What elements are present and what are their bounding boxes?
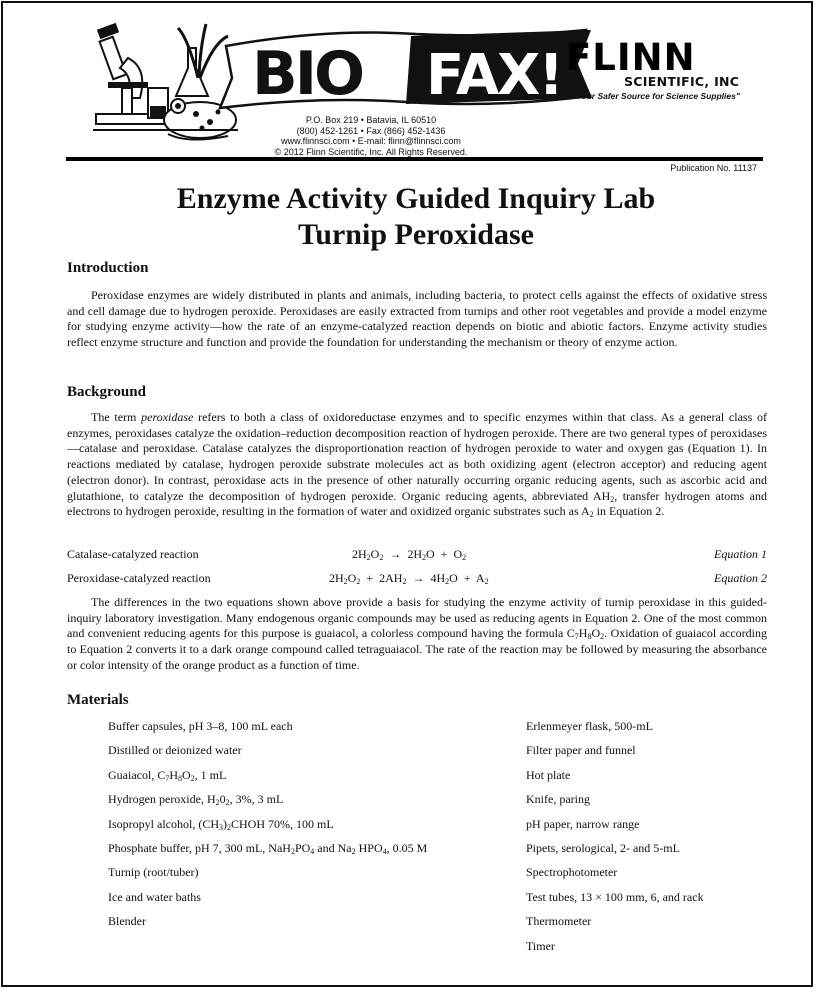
- background-heading: Background: [67, 384, 146, 400]
- address-line: © 2012 Flinn Scientific, Inc. All Rights Reserved.: [274, 146, 468, 157]
- background-text: refers to both a class of oxidoreductase enzymes and to specific enzymes within that class. As a general class of enzymes, peroxidases catalyze the oxidation–reduction decomposition reaction of hydrogen peroxide. There are two general types of peroxidases—catalase and peroxidase. Catalase catalyzes the disproportionation reaction of hydrogen peroxide to water and oxygen gas (Equation 1). In reactions mediated by catalase, hydrogen peroxide substrate molecules act as both oxidizing agent (electron acceptor) and reducing agent (electron donor). In contrast, peroxidase acts in the presence of other naturally occurring organic reducing agents, such as ascorbic acid and glutathione, to catalyze the decomposition of hydrogen peroxide. Organic reducing agents, abbreviated AH: [67, 410, 767, 503]
- equation-1-label: Catalase-catalyzed reaction: [67, 547, 199, 561]
- material-item: Thermometer: [526, 914, 592, 929]
- material-item: Erlenmeyer flask, 500-mL: [526, 719, 653, 733]
- materials-heading: Materials: [67, 692, 129, 708]
- equation-2: $2H_2O_2 + 2AH_2 \to 4H_2O + A_2$: [329, 571, 489, 586]
- address-line: (800) 452-1261 • Fax (866) 452-1436: [296, 125, 446, 136]
- equation-2-number: Equation 2: [714, 571, 767, 585]
- term-peroxidase: peroxidase: [141, 410, 194, 424]
- flinn-logo: [564, 36, 764, 101]
- biofax-banner: [206, 24, 596, 110]
- equation-2-label: Peroxidase-catalyzed reaction: [67, 571, 211, 585]
- introduction-heading: Introduction: [67, 260, 149, 276]
- material-item: Filter paper and funnel: [526, 743, 636, 758]
- material-item: Guaiacol, $C_7H_8O_2$, 1 mL: [108, 767, 227, 783]
- material-item: Pipets, serological, 2- and 5-mL: [526, 840, 680, 855]
- contact-address: [256, 115, 486, 157]
- background-text: , transfer hydrogen atoms and electrons to hydrogen peroxide, resulting in the formation of water and oxidized organic substrates such as A: [67, 488, 767, 519]
- page-subtitle: Turnip Peroxidase: [298, 218, 534, 251]
- banner-fax-text: FAX!: [426, 43, 562, 108]
- header: [66, 12, 762, 160]
- header-divider: [66, 157, 763, 161]
- background-text: in Equation 2.: [593, 504, 665, 519]
- background-paragraph-1: The term peroxidase refers to both a class of oxidoreductase enzymes and to specific enzymes within that class. As a general class of enzymes, peroxidases catalyze the oxidation–reduction decomposition reaction of hydrogen peroxide. There are two general types of peroxidases—catalase and peroxidase. Catalase catalyzes the disproportionation reaction of hydrogen peroxide to water and oxygen gas (Equation 1). In reactions mediated by catalase, hydrogen peroxide substrate molecules act as both oxidizing agent (electron acceptor) and reducing agent (electron donor). In contrast, peroxidase acts in the presence of other naturally occurring organic reducing agents, such as ascorbic acid and glutathione, to catalyze the decomposition of hydrogen peroxide. Organic reducing agents, abbreviated $AH_2$, transfer hydrogen atoms and electrons to hydrogen peroxide, resulting in the formation of water and oxidized organic substrates such as $A_2$ in Equation 2.: [67, 410, 767, 520]
- company-subtitle: SCIENTIFIC, INC: [624, 74, 740, 89]
- material-item: Knife, paring: [526, 792, 590, 807]
- material-item: Blender: [108, 914, 146, 929]
- material-item: Ice and water baths: [108, 889, 201, 904]
- materials-list-right: [526, 718, 704, 962]
- publication-number: Publication No. 11137: [670, 163, 757, 173]
- introduction-text: Peroxidase enzymes are widely distributed in plants and animals, including bacteria, to protect cells against the effects of oxidative stress and cell damage due to hydrogen peroxide. Peroxidases are easily extracted from turnips and other root vegetables and provide a model enzyme for studying enzyme activity—how the rate of an enzyme-catalyzed reaction depends on biotic and abiotic factors. Enzyme activity studies reflect enzyme structure and function and provide the foundation for understanding the mechanism or theory of enzyme action.: [67, 288, 767, 350]
- material-item: pH paper, narrow range: [526, 816, 640, 831]
- equation-1: $2H_2O_2 \to 2H_2O + O_2$: [352, 547, 467, 562]
- material-item: Isopropyl alcohol, $(CH_3)_2CHOH$ 70%, 100 mL: [108, 816, 334, 832]
- page-title: Enzyme Activity Guided Inquiry Lab: [176, 182, 656, 215]
- material-item: Buffer capsules, pH 3–8, 100 mL each: [108, 719, 293, 733]
- material-item: Timer: [526, 938, 555, 953]
- background-paragraph-2: The differences in the two equations shown above provide a basis for studying the enzyme activity of turnip peroxidase in this guided-inquiry laboratory investigation. Many endogenous organic compounds may be used as reducing agents in Equation 2. One of the most common and convenient reducing agents for this purpose is guaiacol, a colorless compound having the formula $C_7H_8O_2$. Oxidation of guaiacol according to Equation 2 converts it to a dark orange compound called tetraguaiacol. The rate of the reaction may be followed by measuring the absorbance or color intensity of the orange product as a function of time.: [67, 595, 767, 672]
- equation-1-row: [67, 547, 767, 563]
- equation-1-number: Equation 1: [714, 547, 767, 561]
- material-item: Turnip (root/tuber): [108, 865, 199, 880]
- material-item: Hot plate: [526, 767, 571, 782]
- company-name: FLINN: [566, 36, 696, 79]
- material-item: Distilled or deionized water: [108, 743, 242, 758]
- address-line: P.O. Box 219 • Batavia, IL 60510: [305, 115, 437, 125]
- address-line: www.flinnsci.com • E-mail: flinn@flinnsci.com: [281, 136, 461, 147]
- background-text: The differences in the two equations shown above provide a basis for studying the enzyme activity of turnip peroxidase in this guided-inquiry laboratory investigation. Many endogenous organic compounds may be used as reducing agents in Equation 2. One of the most common and convenient reducing agents for this purpose is guaiacol, a colorless compound having the formula C: [67, 595, 767, 641]
- material-item: Test tubes, 13 × 100 mm, 6, and rack: [526, 889, 704, 904]
- material-item: Spectrophotometer: [526, 865, 618, 880]
- material-item: Hydrogen peroxide, $H_20_2$, 3%, 3 mL: [108, 792, 284, 808]
- material-item: Phosphate buffer, pH 7, 300 mL, $NaH_2PO_4$ and $Na_2$ $HPO_4$, 0.05 M: [108, 840, 428, 856]
- company-tagline: "Your Safer Source for Science Supplies": [572, 91, 740, 101]
- background-text: The term: [91, 410, 142, 424]
- background-text: . Oxidation of guaiacol according to Equation 2 converts it to a dark orange compound called tetraguaiacol. The rate of the reaction may be followed by measuring the absorbance or color intensity of the orange product as a function of time.: [67, 626, 767, 672]
- banner-bio-text: BIO: [252, 39, 363, 109]
- materials-list-left: [108, 718, 427, 938]
- equation-2-row: [67, 571, 767, 587]
